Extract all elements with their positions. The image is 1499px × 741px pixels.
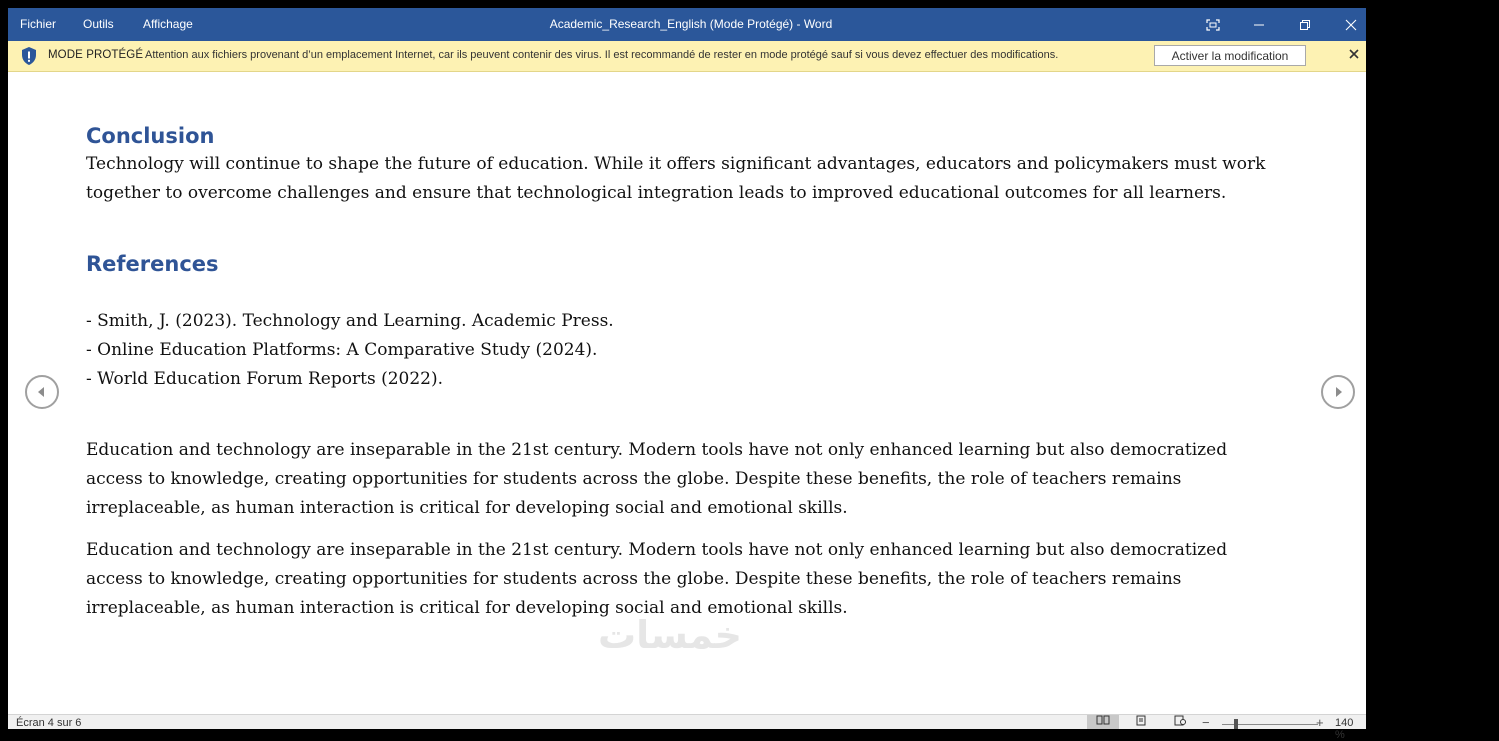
protected-view-label: MODE PROTÉGÉ — [48, 49, 144, 61]
close-bar-icon[interactable] — [1348, 48, 1360, 60]
reference-list — [86, 307, 614, 394]
status-bar — [8, 714, 1366, 741]
zoom-in-button[interactable]: + — [1316, 715, 1324, 730]
arrow-right-icon — [1332, 386, 1344, 398]
menu-fichier[interactable]: Fichier — [20, 17, 57, 31]
watermark-logo: خمسات — [598, 613, 742, 657]
print-layout-button[interactable] — [1125, 715, 1157, 729]
window-title: Academic_Research_English (Mode Protégé) - Word — [549, 17, 833, 31]
conclusion-heading: Conclusion — [86, 124, 215, 148]
web-layout-button[interactable] — [1164, 715, 1196, 729]
references-heading: References — [86, 252, 219, 276]
page-icon — [1135, 715, 1147, 725]
page-indicator: Écran 4 sur 6 — [16, 717, 82, 729]
zoom-out-button[interactable]: − — [1202, 715, 1210, 730]
body-paragraph — [86, 536, 1286, 623]
minimize-button[interactable] — [1236, 8, 1282, 41]
protected-view-message: Attention aux fichiers provenant d’un emplacement Internet, car ils peuvent contenir des virus. Il est recommandé de rester en mode protégé sauf si vous devez effectuer des modifications. — [145, 49, 1059, 61]
reference-item: - Online Education Platforms: A Comparative Study (2024). — [86, 340, 598, 360]
web-page-icon — [1173, 715, 1187, 725]
read-mode-view-button[interactable] — [1087, 715, 1119, 729]
word-window — [8, 8, 1366, 741]
arrow-left-icon — [36, 386, 48, 398]
minimize-icon — [1253, 19, 1265, 31]
enable-editing-button[interactable]: Activer la modification — [1154, 45, 1306, 66]
paragraph-line: access to knowledge, creating opportunities for students across the globe. Despite these benefits, the role of teachers remains — [86, 469, 1182, 489]
conclusion-line: Technology will continue to shape the future of education. While it offers significant advantages, educators and policymakers must work — [86, 154, 1266, 174]
close-icon — [1345, 19, 1357, 31]
paragraph-line: irreplaceable, as human interaction is critical for developing social and emotional skills. — [86, 498, 848, 518]
restore-button[interactable] — [1282, 8, 1328, 41]
title-bar — [8, 8, 1366, 41]
zoom-slider-thumb[interactable] — [1234, 719, 1238, 729]
close-window-button[interactable] — [1328, 8, 1374, 41]
book-icon — [1096, 715, 1110, 725]
paragraph-line: Education and technology are inseparable in the 21st century. Modern tools have not only enhanced learning but also democratized — [86, 440, 1228, 460]
next-screen-button[interactable] — [1321, 375, 1355, 409]
read-mode-button[interactable] — [1190, 8, 1236, 41]
menu-affichage[interactable]: Affichage — [143, 17, 193, 31]
reference-item: - Smith, J. (2023). Technology and Learning. Academic Press. — [86, 311, 614, 331]
zoom-level[interactable]: 140 % — [1335, 717, 1354, 741]
conclusion-line: together to overcome challenges and ensure that technological integration leads to improved educational outcomes for all learners. — [86, 183, 1227, 203]
protected-view-bar — [8, 41, 1366, 72]
previous-screen-button[interactable] — [25, 375, 59, 409]
shield-icon — [19, 46, 39, 66]
paragraph-line: irreplaceable, as human interaction is critical for developing social and emotional skills. — [86, 598, 848, 618]
conclusion-paragraph — [86, 150, 1286, 208]
reference-item: - World Education Forum Reports (2022). — [86, 369, 443, 389]
fit-screen-icon — [1206, 19, 1220, 31]
restore-icon — [1299, 19, 1311, 31]
paragraph-line: Education and technology are inseparable in the 21st century. Modern tools have not only enhanced learning but also democratized — [86, 540, 1228, 560]
body-paragraph — [86, 436, 1286, 523]
paragraph-line: access to knowledge, creating opportunities for students across the globe. Despite these benefits, the role of teachers remains — [86, 569, 1182, 589]
menu-outils[interactable]: Outils — [83, 17, 114, 31]
